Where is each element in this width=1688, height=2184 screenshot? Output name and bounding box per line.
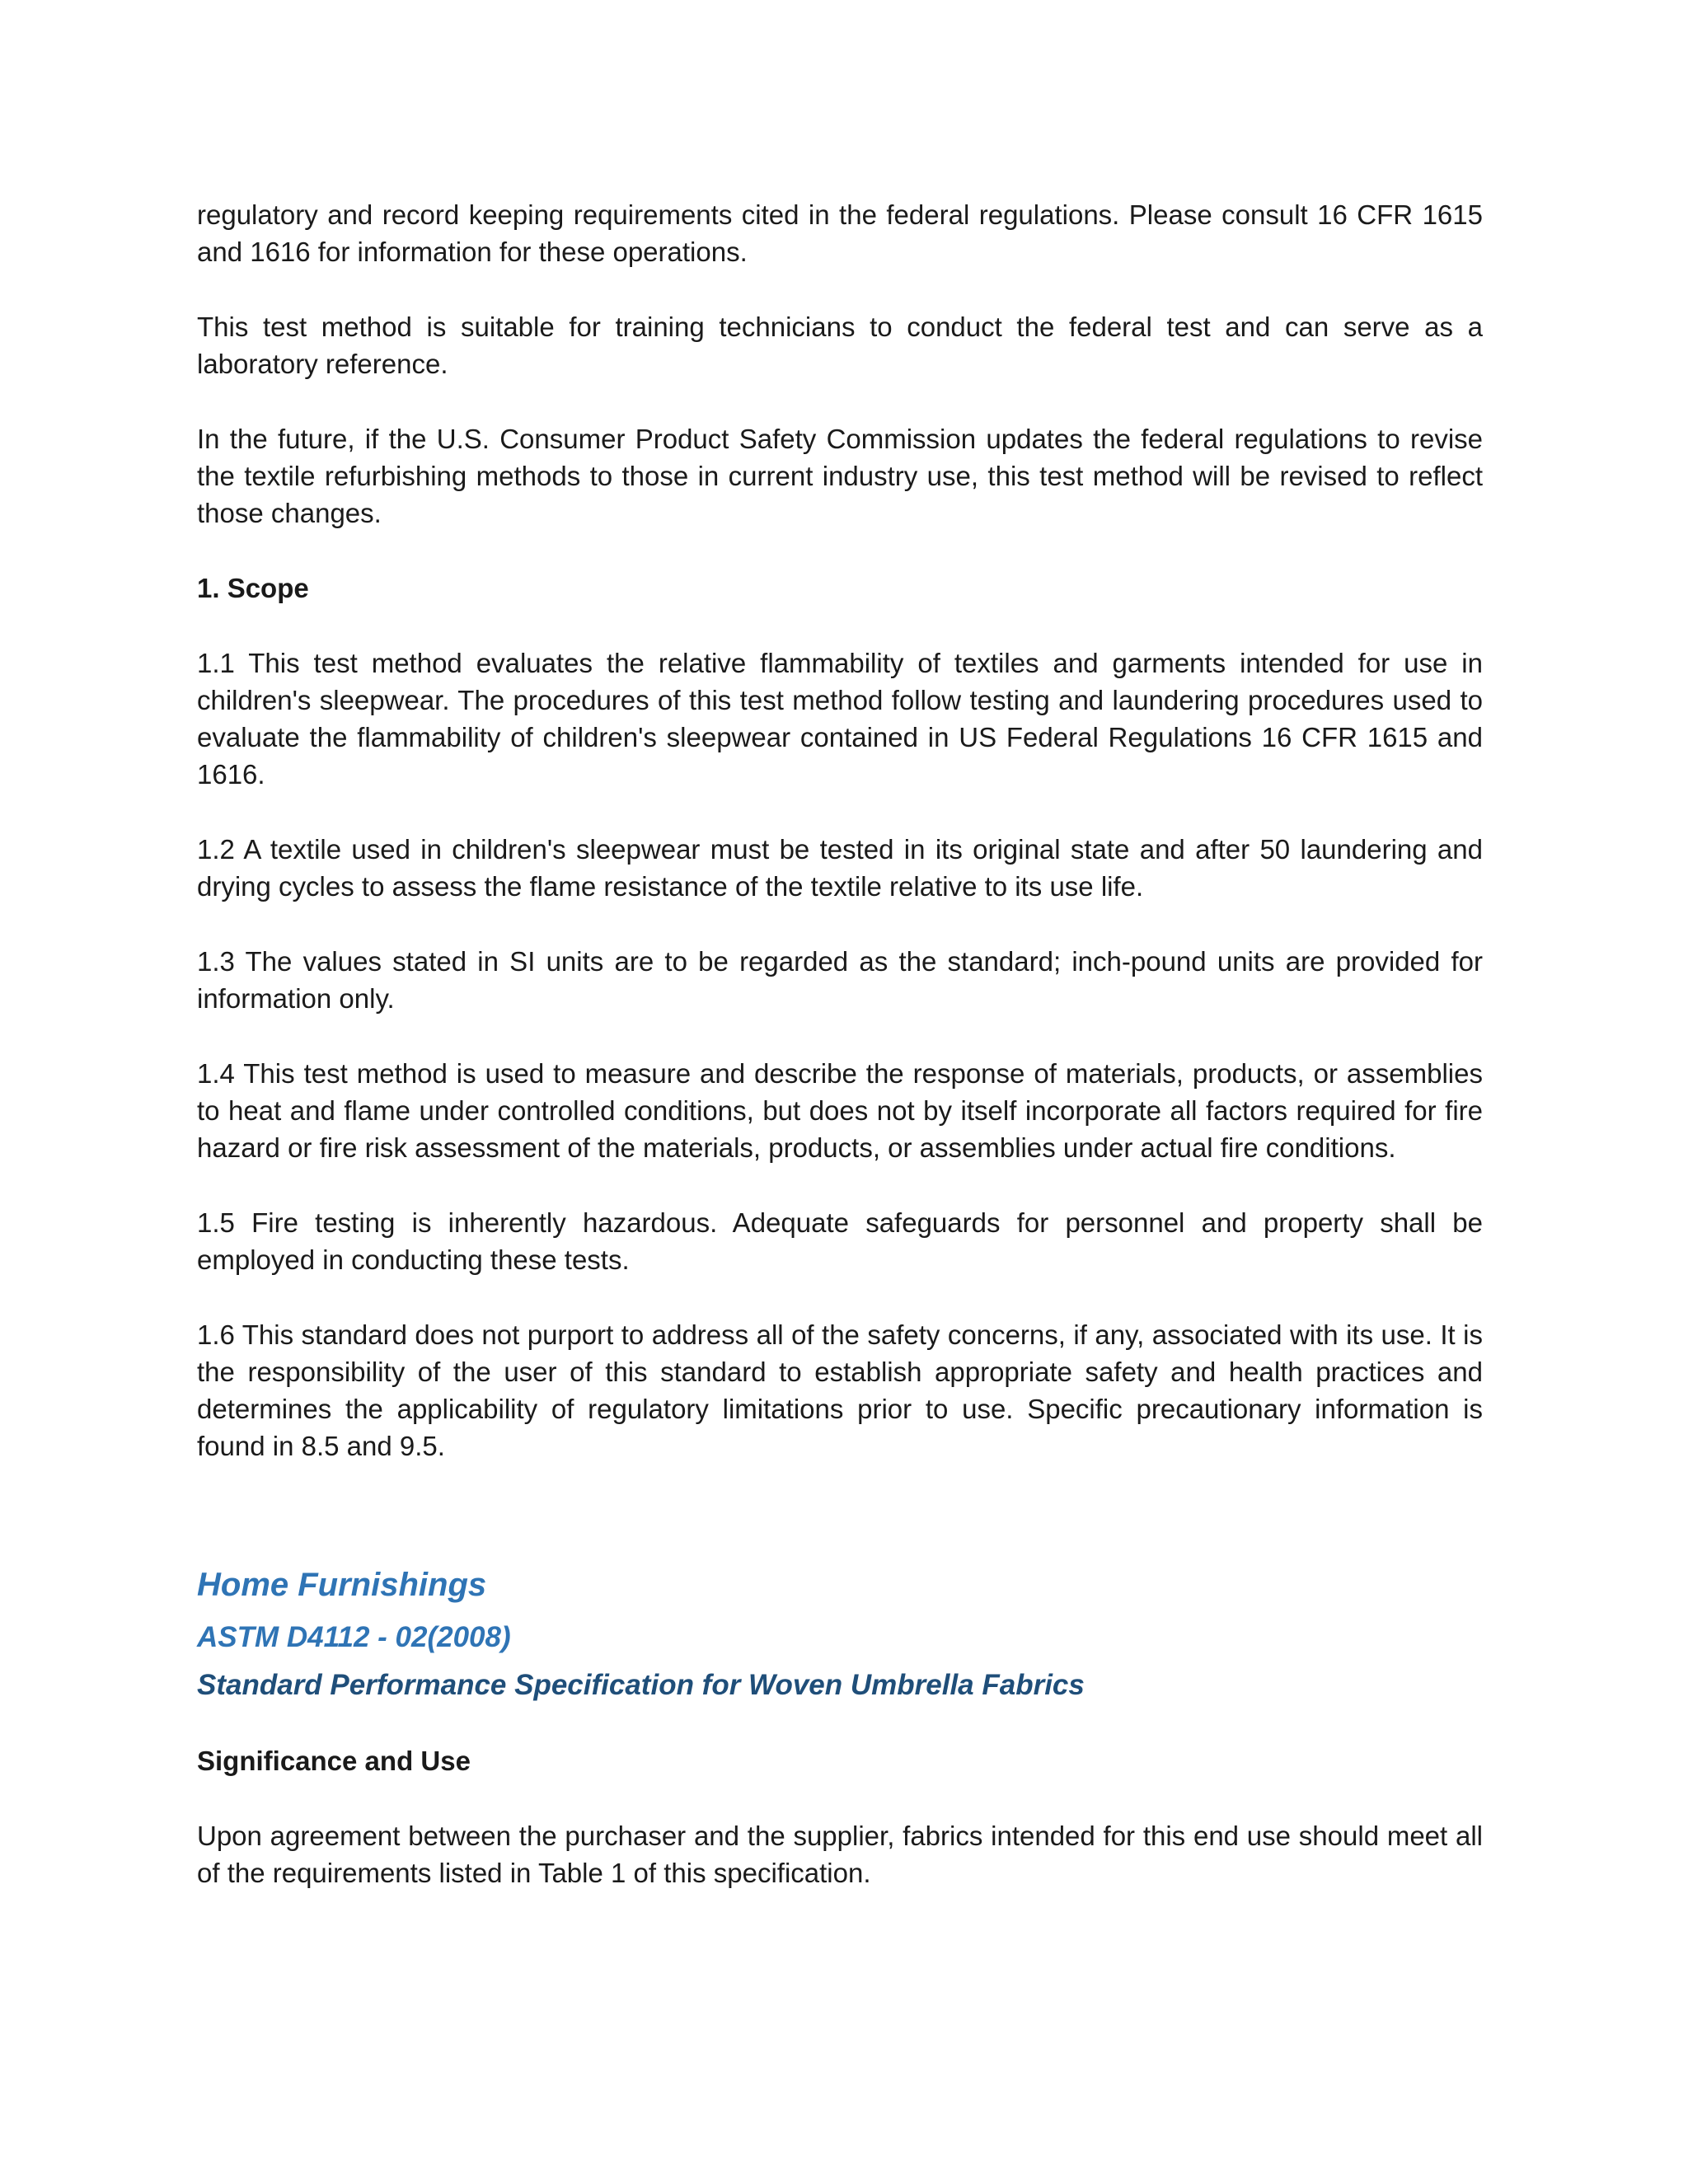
standard-title-heading: Standard Performance Specification for Woven Umbrella Fabrics [197, 1669, 1085, 1701]
significance-heading: Significance and Use [197, 1746, 471, 1776]
home-furnishings-heading: Home Furnishings [197, 1567, 487, 1603]
intro-paragraph-2: This test method is suitable for training technicians to conduct the federal test and can serve as a laboratory reference. [197, 312, 1483, 379]
intro-paragraph-1: regulatory and record keeping requirements cited in the federal regulations. Please consult 16 CFR 1615 and 1616 for information for these operations. [197, 199, 1483, 267]
significance-text: Upon agreement between the purchaser and the supplier, fabrics intended for this end use should meet all of the requirements listed in Table 1 of this specification. [197, 1821, 1483, 1888]
scope-item-1-2: 1.2 A textile used in children's sleepwear must be tested in its original state and after 50 laundering and drying cycles to assess the flame resistance of the textile relative to its use life. [197, 834, 1483, 902]
scope-item-1-5: 1.5 Fire testing is inherently hazardous. Adequate safeguards for personnel and property shall be employed in conducting these tests. [197, 1207, 1483, 1275]
scope-item-1-6: 1.6 This standard does not purport to address all of the safety concerns, if any, associated with its use. It is the responsibility of the user of this standard to establish appropriate safety and health practices and determines the applicability of regulatory limitations prior to use. Specific precautionary information is found in 8.5 and 9.5. [197, 1319, 1483, 1461]
scope-item-1-4: 1.4 This test method is used to measure and describe the response of materials, products, or assemblies to heat and flame under controlled conditions, but does not by itself incorporate all factors required for fire hazard or fire risk assessment of the materials, products, or assemblies under actual fire conditions. [197, 1058, 1483, 1163]
intro-paragraph-3: In the future, if the U.S. Consumer Product Safety Commission updates the federal regulations to revise the textile refurbishing methods to those in current industry use, this test method will be revised to reflect those changes. [197, 424, 1483, 528]
scope-item-1-1: 1.1 This test method evaluates the relative flammability of textiles and garments intended for use in children's sleepwear. The procedures of this test method follow testing and laundering procedures used to evaluate the flammability of children's sleepwear contained in US Federal Regulations 16 CFR 1615 and 1616. [197, 648, 1483, 790]
scope-item-1-3: 1.3 The values stated in SI units are to be regarded as the standard; inch-pound units are provided for information only. [197, 946, 1483, 1014]
document-page [197, 196, 1483, 1891]
standard-code-heading: ASTM D4112 - 02(2008) [197, 1621, 511, 1653]
scope-heading: 1. Scope [197, 573, 309, 603]
